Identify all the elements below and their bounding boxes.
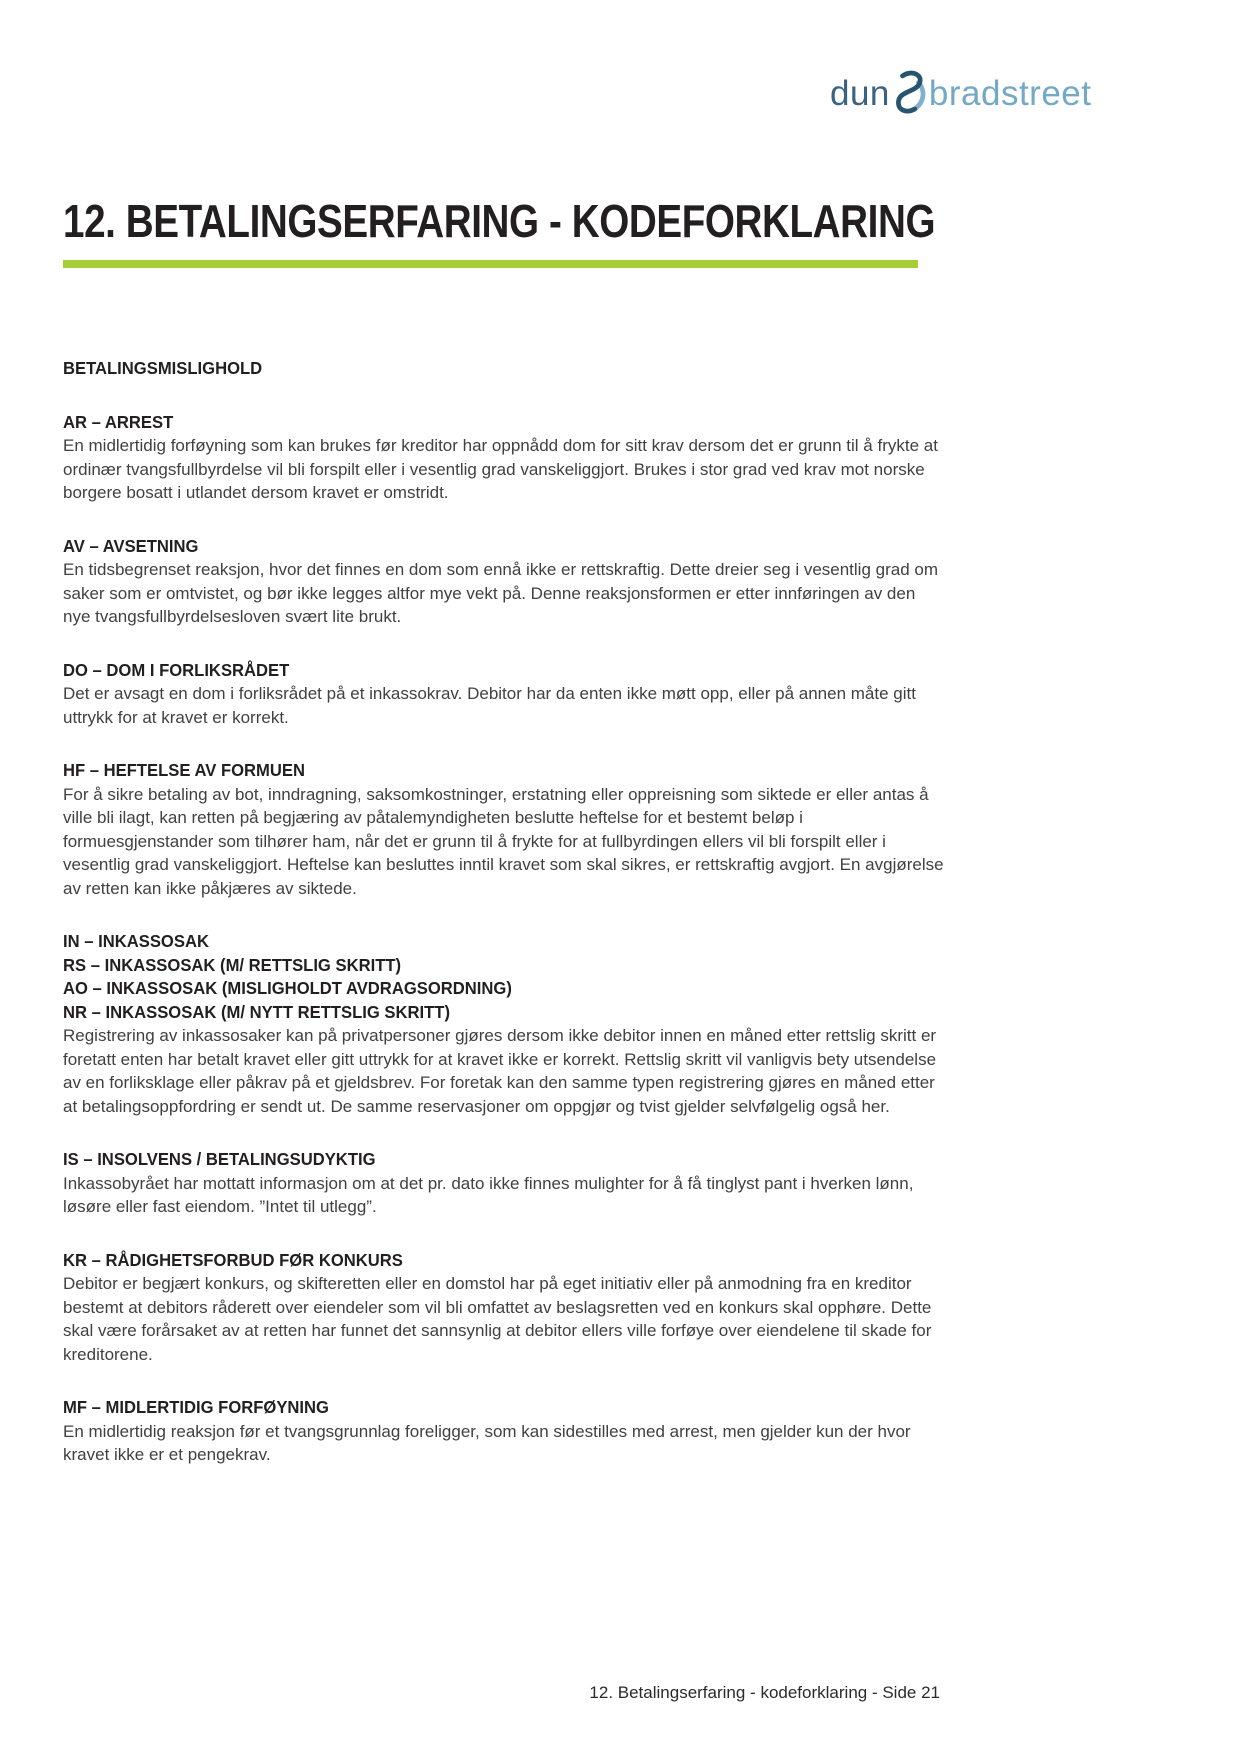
- code-heading: HF – HEFTELSE AV FORMUEN: [63, 760, 305, 780]
- code-heading: DO – DOM I FORLIKSRÅDET: [63, 659, 290, 680]
- code-heading: MF – MIDLERTIDIG FORFØYNING: [63, 1397, 329, 1417]
- code-section-ar: [63, 411, 945, 505]
- title-underline-rule: [63, 260, 918, 268]
- code-description: En midlertidig forføyning som kan brukes før kreditor har oppnådd dom for sitt krav dersom det er grunn til å frykte at ordinær tvangsfullbyrdelse vil bli forspilt eller i vesentlig grad vanskeliggjort. Brukes i stor grad ved krav mot norske borgere bosatt i utlandet dersom kravet er omstridt.: [63, 436, 938, 502]
- document-content: [63, 357, 945, 1497]
- code-section-is: [63, 1148, 945, 1219]
- code-heading: AV – AVSETNING: [63, 535, 199, 556]
- category-heading: BETALINGSMISLIGHOLD: [63, 358, 263, 378]
- code-section-inkasso-group: [63, 930, 945, 1118]
- code-description: Debitor er begjært konkurs, og skifteretten eller en domstol har på eget initiativ eller på anmodning fra en kreditor bestemt at debitors råderett over eiendeler som vil bli omfattet av beslagsretten ved en konkurs skal opphøre. Dette skal være forårsaket av at retten har funnet det sannsynlig at debitor ellers ville forføye over eiendelene til skade for kreditorene.: [63, 1274, 932, 1364]
- code-description: Registrering av inkassosaker kan på privatpersoner gjøres dersom ikke debitor innen en måned etter rettslig skritt er foretatt enten har betalt kravet eller gitt uttrykk for at kravet ikke er korrekt. Rettslig skritt vil vanligvis bety utsendelse av en forliksklage eller påkrav på et gjeldsbrev. For foretak kan den samme typen registrering gjøres en måned etter at betalingsoppfordring er sendt ut. De samme reservasjoner om oppgjør og tvist gjelder selvfølgelig også her.: [63, 1026, 937, 1116]
- code-section-mf: [63, 1396, 945, 1467]
- page-title: 12. BETALINGSERFARING - KODEFORKLARING: [63, 195, 936, 247]
- code-section-hf: [63, 759, 945, 900]
- code-heading-in: IN – INKASSOSAK: [63, 931, 209, 951]
- code-heading: AR – ARREST: [63, 411, 174, 432]
- code-description: En tidsbegrenset reaksjon, hvor det finnes en dom som ennå ikke er rettskraftig. Dette dreier seg i vesentlig grad om saker som er omtvistet, og bør ikke legges altfor mye vekt på. Denne reaksjonsformen er etter innføringen av den nye tvangsfullbyrdelsesloven svært lite brukt.: [63, 560, 939, 626]
- logo-word-bradstreet: bradstreet: [928, 74, 1092, 113]
- code-section-do: [63, 659, 945, 730]
- code-heading-rs: RS – INKASSOSAK (M/ RETTSLIG SKRITT): [63, 954, 402, 975]
- code-description: For å sikre betaling av bot, inndragning, saksomkostninger, erstatning eller oppreisning som siktede er eller antas å ville bli ilagt, kan retten på begjæring av påtalemyndigheten beslutte heftelse for et bestemt beløp i formuesgjenstander som tilhører ham, når det er grunn til å frykte for at fullbyrdingen ellers vil bli forspilt eller i vesentlig grad vanskeliggjort. Heftelse kan besluttes inntil kravet som skal sikres, er rettskraftig avgjort. En avgjørelse av retten kan ikke påkjæres av siktede.: [63, 784, 944, 898]
- code-heading-nr: NR – INKASSOSAK (M/ NYTT RETTSLIG SKRITT): [63, 1001, 451, 1022]
- code-heading: KR – RÅDIGHETSFORBUD FØR KONKURS: [63, 1249, 403, 1270]
- dun-bradstreet-logo: [830, 70, 1092, 118]
- code-section-kr: [63, 1249, 945, 1367]
- code-description: En midlertidig reaksjon før et tvangsgrunnlag foreligger, som kan sidestilles med arrest, men gjelder kun der hvor kravet ikke er et pengekrav.: [63, 1421, 911, 1464]
- code-section-av: [63, 535, 945, 629]
- ampersand-icon: [893, 69, 927, 115]
- code-heading-ao: AO – INKASSOSAK (MISLIGHOLDT AVDRAGSORDNING): [63, 978, 512, 998]
- code-description: Det er avsagt en dom i forliksrådet på et inkassokrav. Debitor har da enten ikke møtt opp, eller på annen måte gitt uttrykk for at kravet er korrekt.: [63, 684, 916, 727]
- footer-pagination: 12. Betalingserfaring - kodeforklaring - Side 21: [589, 1683, 940, 1702]
- logo-word-dun: dun: [830, 74, 890, 113]
- code-description: Inkassobyrået har mottatt informasjon om at det pr. dato ikke finnes mulighter for å få tinglyst pant i hverken lønn, løsøre eller fast eiendom. ”Intet til utlegg”.: [63, 1173, 914, 1216]
- code-heading: IS – INSOLVENS / BETALINGSUDYKTIG: [63, 1149, 376, 1169]
